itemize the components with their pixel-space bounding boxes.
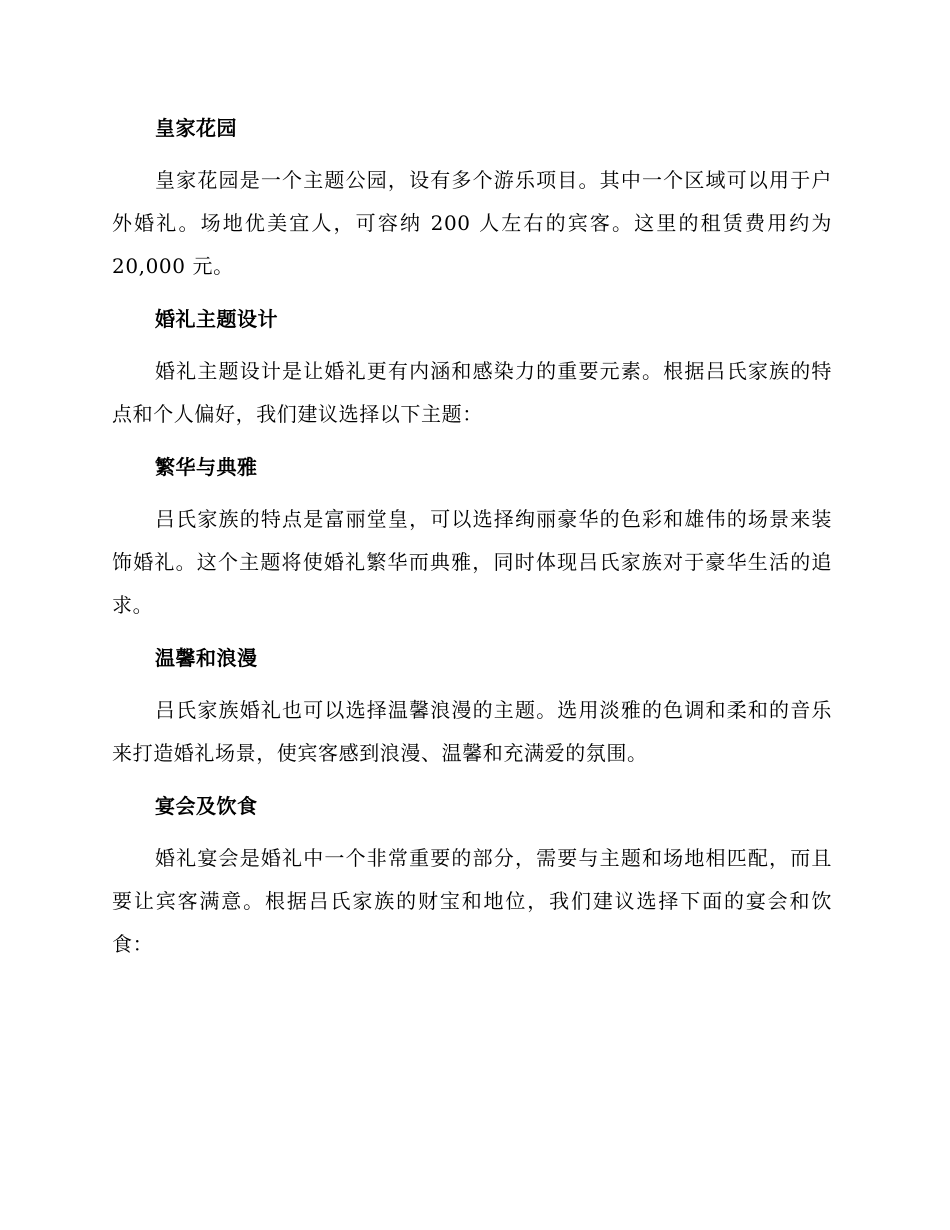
section-heading-banquet-food: 宴会及饮食 [155, 794, 258, 818]
section-paragraph-banquet-food: 婚礼宴会是婚礼中一个非常重要的部分，需要与主题和场地相匹配，而且要让宾客满意。根据吕氏家族的财宝和地位，我们建议选择下面的宴会和饮食： [112, 846, 832, 956]
section-heading-wedding-theme: 婚礼主题设计 [155, 307, 278, 331]
section-paragraph-prosperity-elegance: 吕氏家族的特点是富丽堂皇，可以选择绚丽豪华的色彩和雄伟的场景来装饰婚礼。这个主题将使婚礼繁华而典雅，同时体现吕氏家族对于豪华生活的追求。 [112, 507, 832, 617]
section-heading-warm-romantic: 温馨和浪漫 [155, 646, 258, 670]
section-paragraph-warm-romantic: 吕氏家族婚礼也可以选择温馨浪漫的主题。选用淡雅的色调和柔和的音乐来打造婚礼场景，使宾客感到浪漫、温馨和充满爱的氛围。 [112, 698, 832, 765]
document-page [112, 108, 832, 977]
section-paragraph-royal-garden: 皇家花园是一个主题公园，设有多个游乐项目。其中一个区域可以用于户外婚礼。场地优美宜人，可容纳 200 人左右的宾客。这里的租赁费用约为 20,000 元。 [112, 168, 832, 278]
section-heading-prosperity-elegance: 繁华与典雅 [155, 455, 258, 479]
section-paragraph-wedding-theme: 婚礼主题设计是让婚礼更有内涵和感染力的重要元素。根据吕氏家族的特点和个人偏好，我们建议选择以下主题： [112, 359, 832, 426]
section-heading-royal-garden: 皇家花园 [155, 116, 237, 140]
